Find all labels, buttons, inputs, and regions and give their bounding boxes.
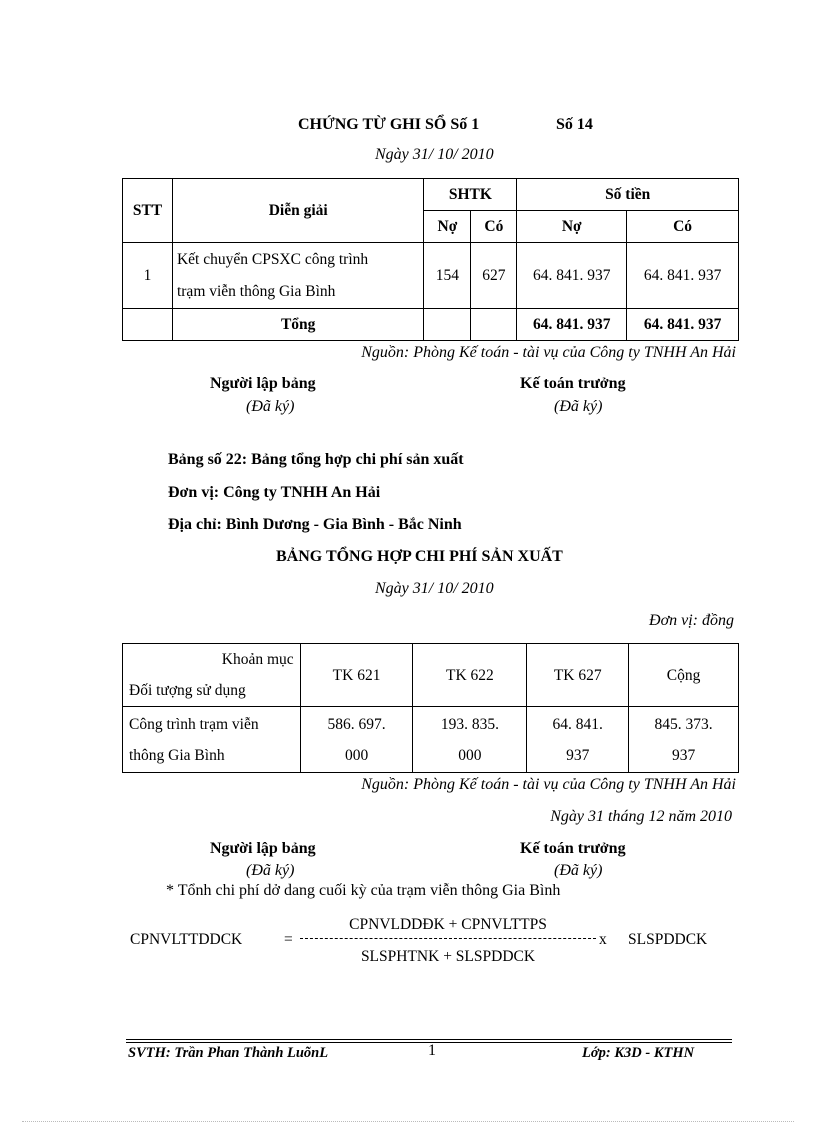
address-line: Địa chỉ: Bình Dương - Gia Bình - Bắc Ninh [168,516,462,533]
table22-source: Nguồn: Phòng Kế toán - tài vụ của Công ty TNHH An Hải [361,776,736,793]
row-tk621 [300,707,413,773]
header-object: Đối tượng sử dụng [129,682,246,699]
header-tk627: TK 627 [527,644,629,707]
header-amount-no: Nợ [517,211,627,243]
formula-factor: SLSPDDCK [628,931,708,948]
header-amount-co: Có [627,211,739,243]
footer-rule [126,1039,732,1040]
formula-numerator: CPNVLDDĐK + CPNVLTTPS [349,916,547,933]
voucher-table [122,178,739,341]
currency-unit: Đơn vị: đồng [649,612,734,629]
table-row [123,707,739,773]
row-desc-line1: Kết chuyển CPSXC công trình [176,250,369,268]
formula-fraction-line [300,938,596,939]
formula-times: x [599,931,607,948]
chief-signed: (Đã ký) [554,398,603,415]
row-tk627-a: 64. 841. [552,715,603,733]
header-item: Khoản mục [221,651,294,668]
voucher-number: Số 14 [556,116,593,133]
unit-line: Đơn vị: Công ty TNHH An Hải [168,484,381,501]
header-desc: Diễn giải [172,179,423,243]
row-tk-no: 154 [424,243,471,309]
header-tk-no: Nợ [424,211,471,243]
header-total: Cộng [629,644,739,707]
table22-date: Ngày 31/ 10/ 2010 [375,580,494,597]
formula-intro: * Tổnh chi phí dở dang cuối kỳ của trạm viễn thông Gia Bình [166,882,561,899]
total-amount-no: 64. 841. 937 [517,309,627,341]
row-object-line1: Công trình trạm viễn [129,715,259,733]
row-desc [172,243,423,309]
row-tk622-b: 000 [458,746,482,764]
sign-date: Ngày 31 tháng 12 năm 2010 [550,808,732,825]
formula-denominator: SLSPHTNK + SLSPDDCK [360,948,536,965]
total-label: Tổng [172,309,423,341]
row-tk627-b: 937 [566,746,590,764]
row-total-b: 937 [671,746,696,764]
preparer-signed: (Đã ký) [246,398,295,415]
header-tk621: TK 621 [300,644,413,707]
row-tk621-a: 586. 697. [327,715,386,733]
chief-signed-2: (Đã ký) [554,862,603,879]
header-stt: STT [123,179,173,243]
row-tk621-b: 000 [344,746,369,764]
preparer-label-2: Người lập bảng [210,840,316,857]
header-tk622: TK 622 [413,644,527,707]
header-tk-co: Có [471,211,517,243]
page-edge [22,1121,794,1122]
row-desc-line2: trạm viễn thông Gia Bình [176,282,336,300]
row-object [123,707,301,773]
preparer-signed-2: (Đã ký) [246,862,295,879]
row-tk622 [413,707,527,773]
header-shtk: SHTK [424,179,517,211]
cost-table [122,643,739,773]
header-item-object [123,644,301,707]
row-object-line2: thông Gia Bình [129,746,225,764]
chief-label: Kế toán trưởng [520,375,626,392]
voucher-source: Nguồn: Phòng Kế toán - tài vụ của Công ty TNHH An Hải [361,344,736,361]
row-amount-co: 64. 841. 937 [627,243,739,309]
header-amount: Số tiền [517,179,739,211]
table22-title: BẢNG TỔNG HỢP CHI PHÍ SẢN XUẤT [276,548,563,565]
formula-lhs: CPNVLTTDDCK [130,931,243,948]
row-stt: 1 [123,243,173,309]
row-total-a: 845. 373. [654,715,713,733]
formula-equals: = [284,931,293,948]
total-row [123,309,739,341]
table22-caption: Bảng số 22: Bảng tổng hợp chi phí sản xuất [168,451,464,468]
table-row [123,243,739,309]
footer-author: SVTH: Trần Phan Thành LuõnL [128,1045,329,1061]
footer-class: Lớp: K3D - KTHN [582,1045,695,1061]
row-tk622-a: 193. 835. [440,715,499,733]
row-tk627 [527,707,629,773]
voucher-title: CHỨNG TỪ GHI SỔ Số 1 [298,116,480,133]
row-amount-no: 64. 841. 937 [517,243,627,309]
chief-label-2: Kế toán trưởng [520,840,626,857]
voucher-date: Ngày 31/ 10/ 2010 [375,146,494,163]
total-amount-co: 64. 841. 937 [627,309,739,341]
row-tk-co: 627 [471,243,517,309]
preparer-label: Người lập bảng [210,375,316,392]
footer-page-number: 1 [428,1042,436,1059]
row-total [629,707,739,773]
